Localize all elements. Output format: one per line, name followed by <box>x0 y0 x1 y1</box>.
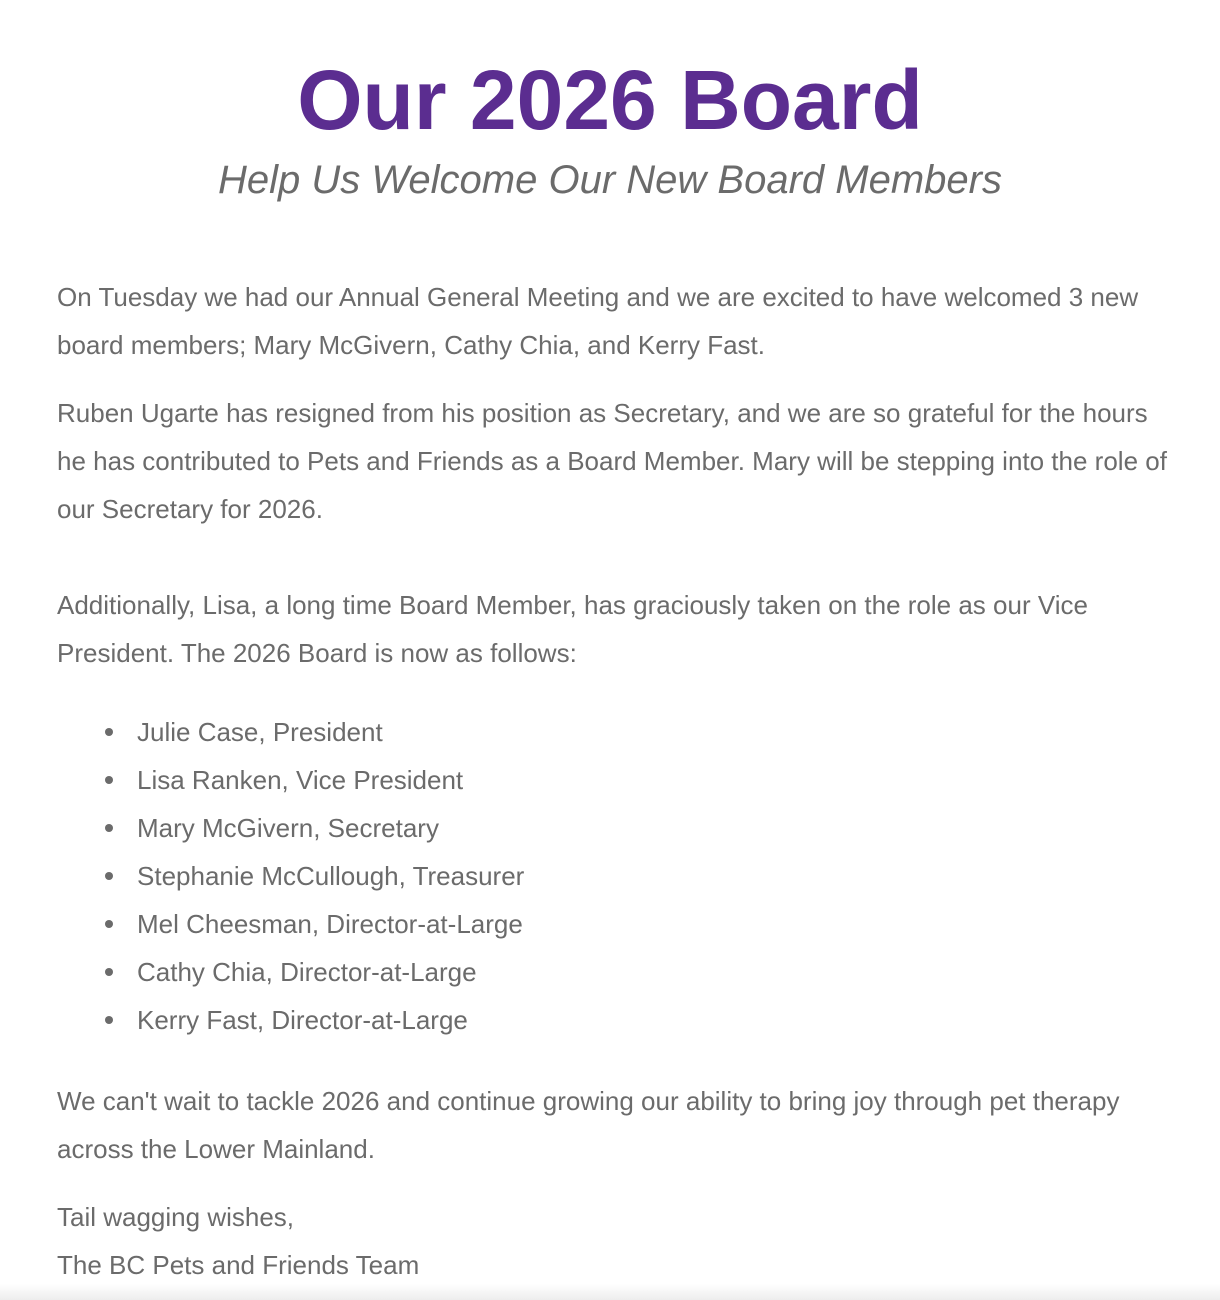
list-item <box>137 948 524 996</box>
board-member-name: Lisa Ranken, Vice President <box>137 765 464 795</box>
list-item <box>137 996 524 1044</box>
bullet-icon <box>105 776 113 784</box>
page-subtitle: Help Us Welcome Our New Board Members <box>218 158 1002 202</box>
list-item <box>137 852 524 900</box>
board-member-list <box>57 708 524 1044</box>
resignation-paragraph: Ruben Ugarte has resigned from his position as Secretary, and we are so grateful for the hours he has contributed to Pets and Friends as a Board Member. Mary will be stepping into the role of our Secretary for 2026. <box>57 398 1167 524</box>
board-member-name: Kerry Fast, Director-at-Large <box>137 1005 468 1035</box>
page-title: Our 2026 Board <box>297 53 923 147</box>
bullet-icon <box>105 1016 113 1024</box>
bottom-fade <box>0 1284 1220 1300</box>
list-item <box>137 708 524 756</box>
closing-paragraph: We can't wait to tackle 2026 and continue growing our ability to bring joy through pet therapy across the Lower Mainland. <box>57 1086 1120 1164</box>
signoff-line-2: The BC Pets and Friends Team <box>57 1250 420 1280</box>
bullet-icon <box>105 968 113 976</box>
bullet-icon <box>105 872 113 880</box>
vice-president-paragraph: Additionally, Lisa, a long time Board Member, has graciously taken on the role as our Vice President. The 2026 Board is now as follows: <box>57 590 1088 668</box>
board-member-name: Julie Case, President <box>137 717 383 747</box>
board-member-name: Stephanie McCullough, Treasurer <box>137 861 525 891</box>
list-item <box>137 900 524 948</box>
bullet-icon <box>105 728 113 736</box>
bullet-icon <box>105 824 113 832</box>
board-member-name: Mel Cheesman, Director-at-Large <box>137 909 523 939</box>
bullet-icon <box>105 920 113 928</box>
signoff-line-1: Tail wagging wishes, <box>57 1202 295 1232</box>
board-member-name: Cathy Chia, Director-at-Large <box>137 957 477 987</box>
list-item <box>137 804 524 852</box>
intro-paragraph: On Tuesday we had our Annual General Meeting and we are excited to have welcomed 3 new board members; Mary McGivern, Cathy Chia, and Kerry Fast. <box>57 282 1139 360</box>
board-member-name: Mary McGivern, Secretary <box>137 813 439 843</box>
list-item <box>137 756 524 804</box>
